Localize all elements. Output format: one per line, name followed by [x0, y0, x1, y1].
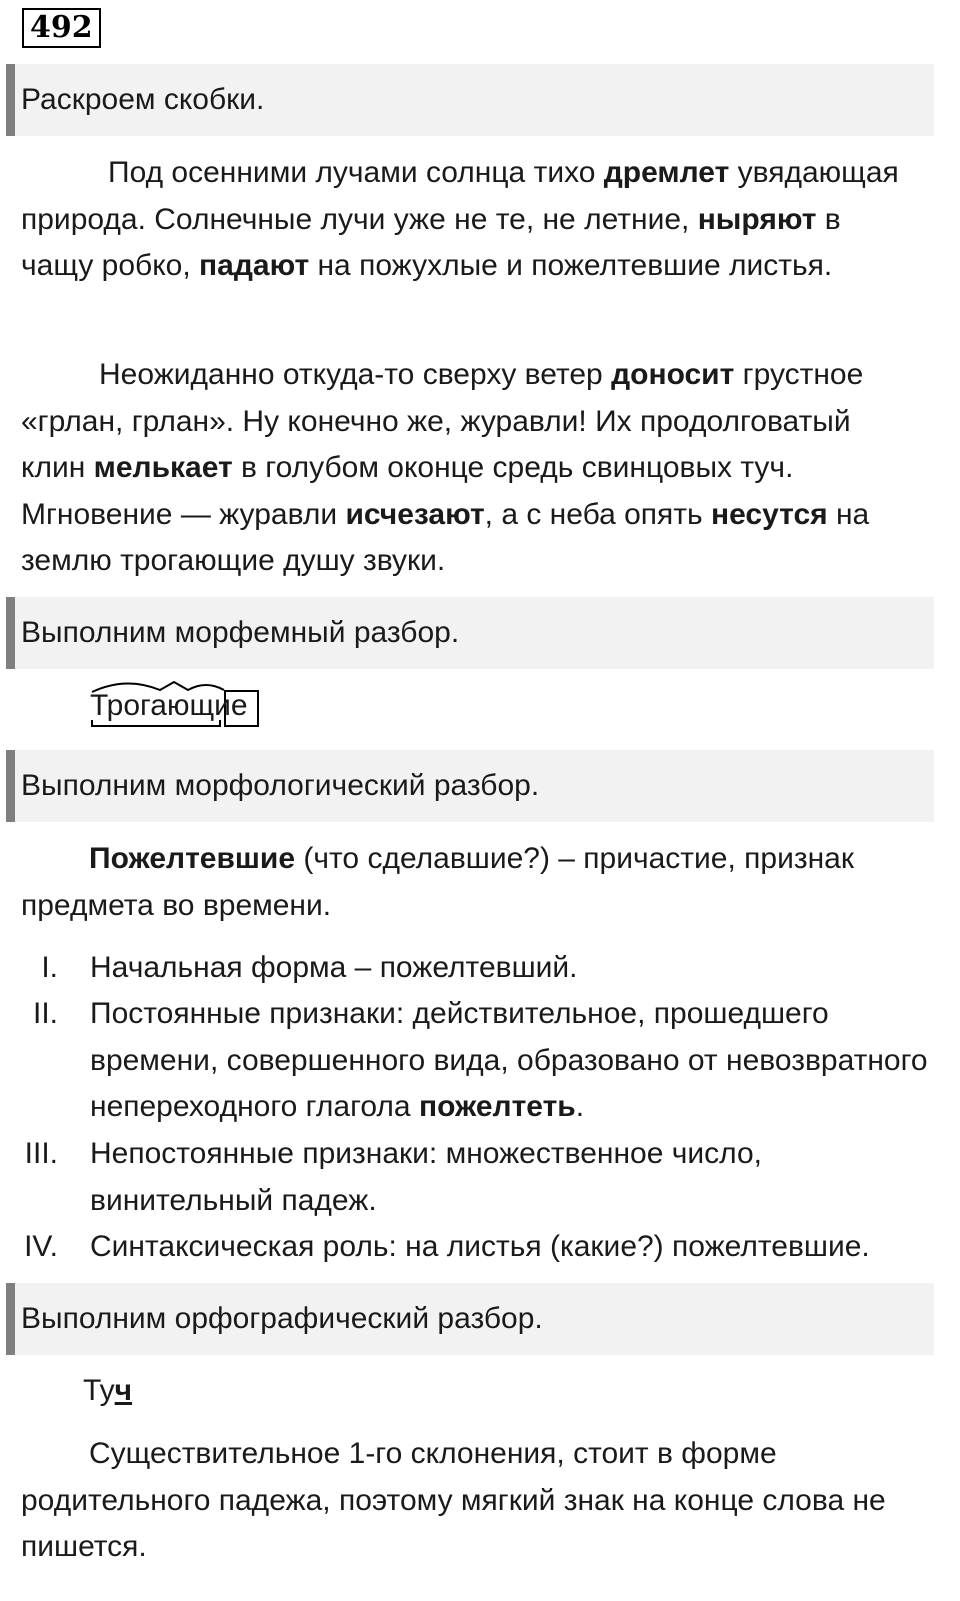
verb-highlight: дремлет — [603, 156, 730, 189]
verb-highlight: падают — [199, 249, 310, 282]
orthography-explanation: Существительное 1-го склонения, стоит в форме родительного падежа, поэтому мягкий знак на конце слова не пишется. — [21, 1437, 886, 1563]
section-header-morphology: Выполним морфологический разбор. — [6, 750, 934, 822]
verb-highlight: несутся — [711, 497, 828, 531]
paragraph-2: Неожиданно откуда-то сверху ветер доносит грустное «грлан, грлан». Ну конечно же, журавли! Их продолговатый клин мелькает в голубом оконце средь свинцовых туч. Мгновение — журавли исчезают, а с неба опять несутся на землю трогающие душу звуки. — [21, 358, 870, 577]
paragraph-1: Под осенними лучами солнца тихо дремлет увядающая природа. Солнечные лучи уже не те, не летние, ныряют в чащу робко, падают на пожухлые и пожелтевшие листья. — [21, 156, 899, 282]
section-header-orthography: Выполним орфографический разбор. — [6, 1283, 934, 1355]
morpheme-word: Трогающие — [90, 689, 248, 722]
verb-highlight: доносит — [611, 358, 735, 391]
verb-highlight: исчезают — [345, 497, 485, 531]
morphology-intro: Пожелтевшие (что сделавшие?) – причастие, признак предмета во времени. — [21, 842, 854, 922]
exercise-number: 492 — [22, 8, 101, 48]
verb-highlight: мелькает — [93, 451, 233, 484]
section-header-open-brackets: Раскроем скобки. — [6, 64, 934, 136]
spelling-word: Туч — [83, 1374, 133, 1407]
spelling-letter: ч — [114, 1374, 133, 1407]
section-header-morpheme: Выполним морфемный разбор. — [6, 597, 934, 669]
verb-highlight: ныряют — [697, 202, 817, 236]
